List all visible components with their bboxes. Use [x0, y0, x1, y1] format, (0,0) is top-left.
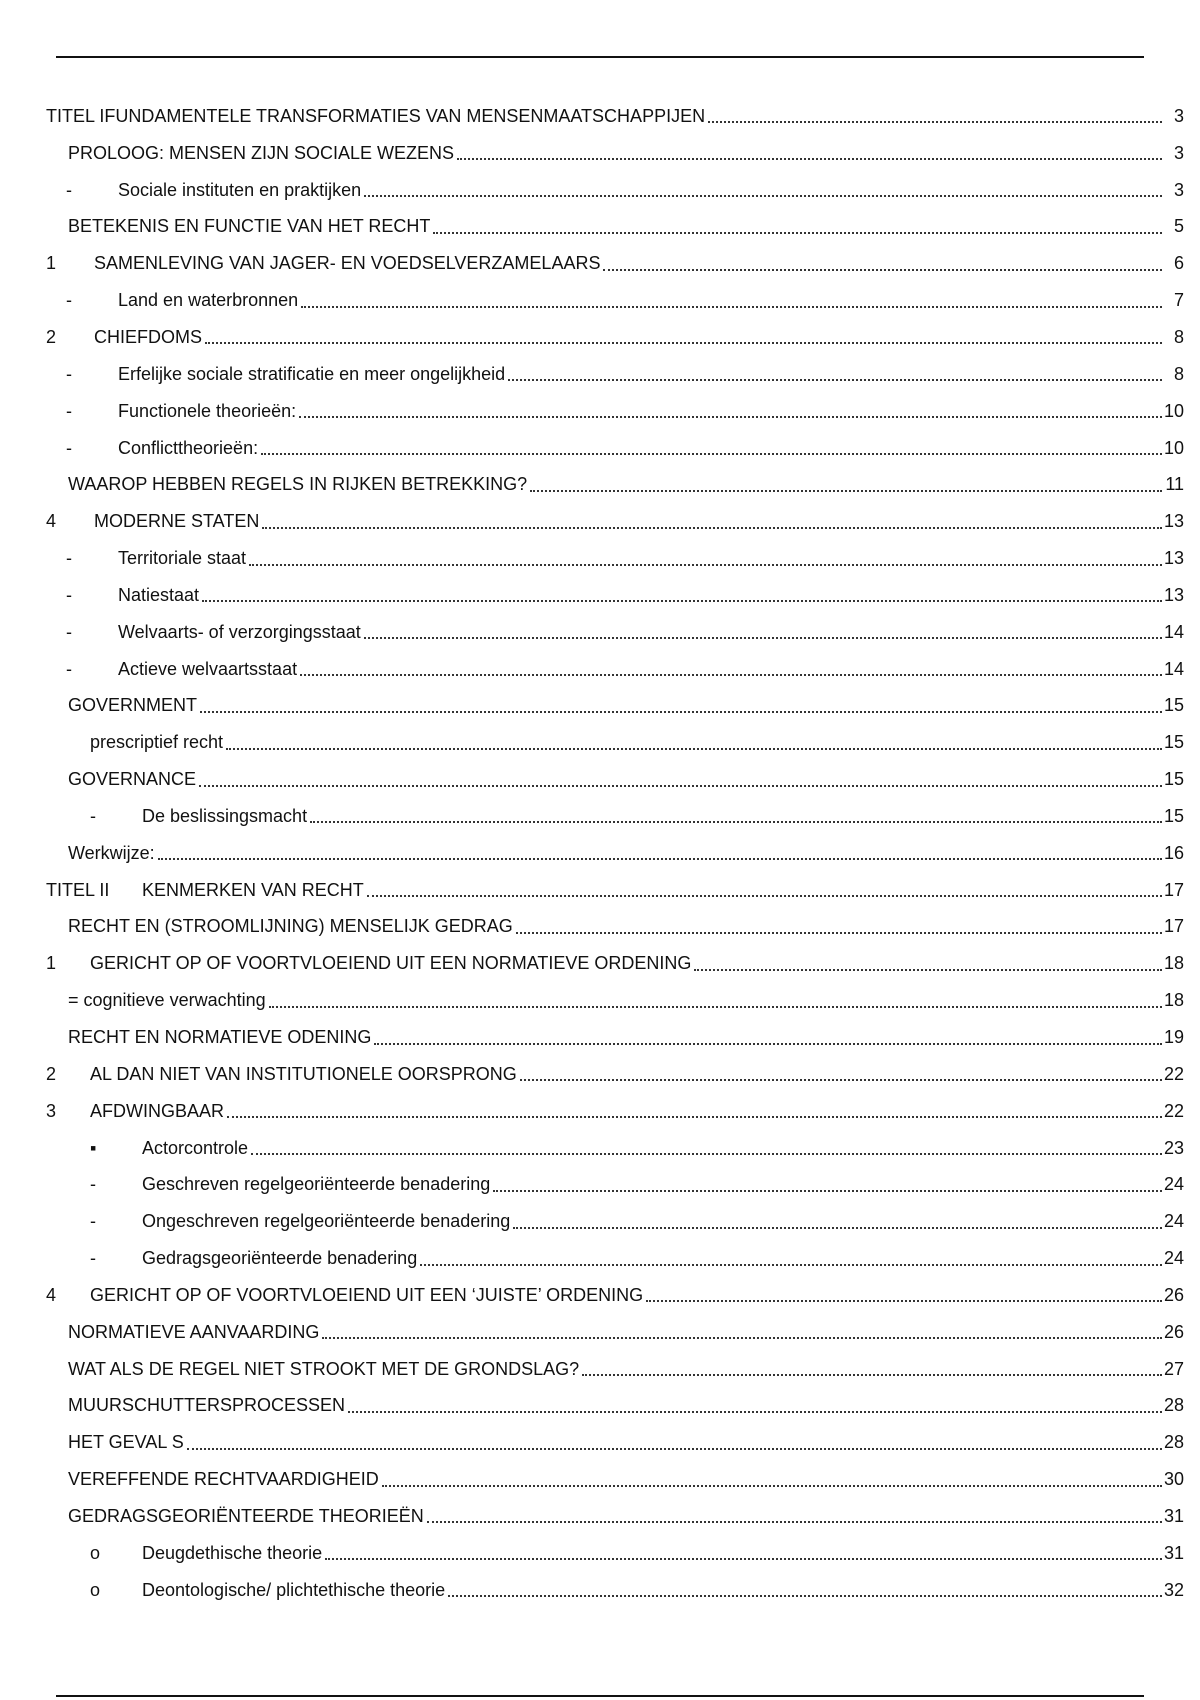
toc-entry-text: GOVERNMENT: [68, 695, 198, 716]
toc-entry-text: Gedragsgeoriënteerde benadering: [142, 1248, 418, 1269]
toc-entry[interactable]: [46, 1424, 1184, 1461]
toc-entry[interactable]: [46, 1498, 1184, 1535]
toc-entry[interactable]: [46, 282, 1184, 319]
toc-entry-text: Functionele theorieën:: [118, 400, 297, 421]
toc-entry[interactable]: [46, 1351, 1184, 1388]
toc-entry-text: Conflicttheorieën:: [118, 437, 259, 458]
toc-entry-text: TITEL IFUNDAMENTELE TRANSFORMATIES VAN MENSENMAATSCHAPPIJEN: [46, 105, 706, 126]
toc-leader: [382, 1485, 1162, 1487]
toc-page-number: 15: [1164, 732, 1185, 753]
toc-page-number: 8: [1173, 326, 1184, 347]
toc-marker: TITEL II: [46, 879, 110, 900]
toc-page-number: 5: [1173, 216, 1184, 237]
toc-entry-text: KENMERKEN VAN RECHT: [142, 879, 364, 900]
toc-leader: [457, 158, 1162, 160]
toc-page-number: 15: [1164, 769, 1185, 790]
toc-entry-text: AL DAN NIET VAN INSTITUTIONELE OORSPRONG: [90, 1063, 517, 1084]
toc-leader: [582, 1374, 1162, 1376]
toc-entry-text: MODERNE STATEN: [94, 511, 260, 532]
toc-entry[interactable]: [46, 319, 1184, 356]
toc-page-number: 24: [1164, 1248, 1185, 1269]
toc-page-number: 13: [1164, 548, 1185, 569]
toc-entry-text: De beslissingsmacht: [142, 805, 308, 826]
toc-entry-text: Erfelijke sociale stratificatie en meer ongelijkheid: [118, 363, 506, 384]
toc-page-number: 22: [1164, 1100, 1185, 1121]
toc-entry[interactable]: [46, 135, 1184, 172]
toc-entry-text: MUURSCHUTTERSPROCESSEN: [68, 1395, 346, 1416]
toc-entry-text: Werkwijze:: [68, 842, 155, 863]
toc-leader: [261, 453, 1162, 455]
toc-entry[interactable]: [46, 393, 1184, 430]
toc-entry[interactable]: [46, 503, 1184, 540]
toc-page-number: 3: [1173, 142, 1184, 163]
toc-entry[interactable]: [46, 1019, 1184, 1056]
toc-leader: [310, 821, 1162, 823]
toc-marker: -: [66, 363, 72, 384]
toc-entry[interactable]: [46, 1130, 1184, 1167]
toc-marker: o: [90, 1579, 101, 1600]
toc-entry[interactable]: [46, 1056, 1184, 1093]
toc-entry-text: = cognitieve verwachting: [68, 990, 266, 1011]
toc-leader: [249, 564, 1162, 566]
toc-page-number: 18: [1164, 990, 1185, 1011]
toc-leader: [367, 895, 1162, 897]
toc-leader: [708, 121, 1162, 123]
toc-entry[interactable]: [46, 872, 1184, 909]
toc-page-number: 10: [1164, 400, 1185, 421]
toc-page-number: 18: [1164, 953, 1185, 974]
toc-page-number: 6: [1173, 253, 1184, 274]
toc-leader: [348, 1411, 1162, 1413]
toc-page-number: 15: [1164, 695, 1185, 716]
toc-marker: -: [66, 621, 72, 642]
toc-leader: [448, 1595, 1162, 1597]
toc-marker: -: [90, 1174, 96, 1195]
toc-page-number: 28: [1164, 1432, 1185, 1453]
toc-marker: -: [90, 1211, 96, 1232]
toc-entry-text: GERICHT OP OF VOORTVLOEIEND UIT EEN ‘JUISTE’ ORDENING: [90, 1284, 644, 1305]
toc-page-number: 15: [1164, 805, 1185, 826]
toc-entry[interactable]: [46, 466, 1184, 503]
toc-leader: [646, 1300, 1162, 1302]
toc-marker: ▪: [90, 1137, 97, 1158]
toc-leader: [202, 600, 1162, 602]
toc-marker: -: [66, 584, 72, 605]
toc-page-number: 13: [1164, 584, 1185, 605]
toc-page-number: 30: [1164, 1469, 1185, 1490]
toc-entry-text: AFDWINGBAAR: [90, 1100, 225, 1121]
toc-entry-text: BETEKENIS EN FUNCTIE VAN HET RECHT: [68, 216, 431, 237]
toc-entry-text: HET GEVAL S: [68, 1432, 184, 1453]
toc-marker: 4: [46, 511, 57, 532]
toc-entry[interactable]: [46, 614, 1184, 651]
toc-leader: [493, 1190, 1162, 1192]
toc-entry-text: GEDRAGSGEORIËNTEERDE THEORIEËN: [68, 1505, 424, 1526]
header-rule: [56, 56, 1144, 58]
toc-leader: [262, 527, 1162, 529]
toc-leader: [508, 379, 1162, 381]
toc-entry[interactable]: [46, 1203, 1184, 1240]
toc-marker: -: [90, 1248, 96, 1269]
toc-marker: -: [66, 437, 72, 458]
toc-page-number: 26: [1164, 1321, 1185, 1342]
toc-entry-text: GOVERNANCE: [68, 769, 197, 790]
toc-leader: [200, 711, 1162, 713]
table-of-contents: [46, 98, 1184, 1609]
toc-entry[interactable]: [46, 1461, 1184, 1498]
toc-leader: [158, 858, 1162, 860]
toc-page-number: 19: [1164, 1027, 1185, 1048]
toc-page-number: 31: [1164, 1505, 1185, 1526]
toc-marker: -: [66, 658, 72, 679]
toc-entry[interactable]: [46, 209, 1184, 246]
toc-leader: [269, 1006, 1162, 1008]
toc-entry[interactable]: [46, 798, 1184, 835]
toc-entry-text: Natiestaat: [118, 584, 200, 605]
toc-entry[interactable]: [46, 1388, 1184, 1425]
toc-entry-text: prescriptief recht: [90, 732, 224, 753]
toc-leader: [694, 969, 1162, 971]
toc-marker: -: [66, 400, 72, 421]
toc-entry[interactable]: [46, 945, 1184, 982]
toc-marker: -: [66, 290, 72, 311]
toc-page-number: 14: [1164, 658, 1185, 679]
toc-page-number: 23: [1164, 1137, 1185, 1158]
toc-marker: 1: [46, 253, 57, 274]
toc-entry-text: Actieve welvaartsstaat: [118, 658, 298, 679]
toc-entry[interactable]: [46, 1093, 1184, 1130]
toc-entry-text: GERICHT OP OF VOORTVLOEIEND UIT EEN NORMATIEVE ORDENING: [90, 953, 692, 974]
toc-page-number: 13: [1164, 511, 1185, 532]
toc-leader: [513, 1227, 1162, 1229]
toc-page-number: 17: [1164, 916, 1185, 937]
toc-leader: [199, 785, 1162, 787]
toc-entry-text: SAMENLEVING VAN JAGER- EN VOEDSELVERZAMELAARS: [94, 253, 601, 274]
toc-entry[interactable]: [46, 245, 1184, 282]
toc-entry[interactable]: [46, 1277, 1184, 1314]
toc-page-number: 24: [1164, 1211, 1185, 1232]
toc-entry[interactable]: [46, 909, 1184, 946]
toc-entry-text: Deontologische/ plichtethische theorie: [142, 1579, 446, 1600]
toc-page-number: 3: [1173, 179, 1184, 200]
toc-marker: o: [90, 1542, 101, 1563]
toc-leader: [325, 1558, 1162, 1560]
toc-entry[interactable]: [46, 1240, 1184, 1277]
toc-leader: [603, 269, 1162, 271]
toc-leader: [205, 342, 1162, 344]
toc-page-number: 10: [1164, 437, 1185, 458]
toc-entry[interactable]: [46, 982, 1184, 1019]
toc-entry-text: VEREFFENDE RECHTVAARDIGHEID: [68, 1469, 379, 1490]
toc-page-number: 8: [1173, 363, 1184, 384]
toc-entry-text: CHIEFDOMS: [94, 326, 202, 347]
toc-leader: [226, 748, 1162, 750]
toc-leader: [227, 1116, 1162, 1118]
toc-page-number: 11: [1165, 474, 1184, 495]
toc-leader: [420, 1264, 1162, 1266]
toc-entry[interactable]: [46, 1166, 1184, 1203]
toc-marker: 2: [46, 326, 57, 347]
toc-entry-text: Actorcontrole: [142, 1137, 249, 1158]
toc-entry-text: Land en waterbronnen: [118, 290, 299, 311]
toc-entry-text: Welvaarts- of verzorgingsstaat: [118, 621, 361, 642]
toc-marker: -: [66, 179, 72, 200]
toc-page-number: 24: [1164, 1174, 1185, 1195]
toc-entry[interactable]: [46, 651, 1184, 688]
toc-page-number: 7: [1173, 290, 1184, 311]
toc-entry-text: Sociale instituten en praktijken: [118, 179, 362, 200]
toc-entry-text: NORMATIEVE AANVAARDING: [68, 1321, 320, 1342]
toc-entry[interactable]: [46, 1314, 1184, 1351]
toc-page-number: 31: [1164, 1542, 1185, 1563]
toc-leader: [427, 1521, 1162, 1523]
toc-marker: -: [66, 548, 72, 569]
footer-rule: [56, 1695, 1144, 1697]
toc-entry[interactable]: [46, 761, 1184, 798]
toc-entry[interactable]: [46, 724, 1184, 761]
toc-leader: [187, 1448, 1162, 1450]
toc-leader: [364, 637, 1162, 639]
toc-page-number: 16: [1164, 842, 1185, 863]
toc-entry-text: Ongeschreven regelgeoriënteerde benadering: [142, 1211, 511, 1232]
toc-leader: [520, 1079, 1162, 1081]
toc-entry[interactable]: [46, 98, 1184, 135]
toc-entry[interactable]: [46, 577, 1184, 614]
toc-marker: 3: [46, 1100, 57, 1121]
toc-entry-text: Territoriale staat: [118, 548, 247, 569]
toc-entry[interactable]: [46, 430, 1184, 467]
toc-page-number: 28: [1164, 1395, 1185, 1416]
toc-leader: [364, 195, 1162, 197]
toc-entry[interactable]: [46, 688, 1184, 725]
toc-page-number: 14: [1164, 621, 1185, 642]
toc-marker: 2: [46, 1063, 57, 1084]
toc-entry-text: PROLOOG: MENSEN ZIJN SOCIALE WEZENS: [68, 142, 455, 163]
toc-page-number: 17: [1164, 879, 1185, 900]
toc-leader: [516, 932, 1162, 934]
toc-entry-text: RECHT EN NORMATIEVE ODENING: [68, 1027, 372, 1048]
toc-leader: [374, 1043, 1162, 1045]
toc-leader: [322, 1337, 1162, 1339]
toc-entry[interactable]: [46, 835, 1184, 872]
toc-marker: -: [90, 805, 96, 826]
toc-leader: [301, 306, 1162, 308]
toc-leader: [530, 490, 1162, 492]
toc-entry[interactable]: [46, 1572, 1184, 1609]
toc-page-number: 27: [1164, 1358, 1185, 1379]
toc-entry[interactable]: [46, 540, 1184, 577]
toc-entry[interactable]: [46, 1535, 1184, 1572]
toc-leader: [300, 674, 1162, 676]
toc-entry-text: WAAROP HEBBEN REGELS IN RIJKEN BETREKKING?: [68, 474, 528, 495]
toc-entry-text: Geschreven regelgeoriënteerde benadering: [142, 1174, 491, 1195]
toc-entry-text: RECHT EN (STROOMLIJNING) MENSELIJK GEDRAG: [68, 916, 513, 937]
toc-page-number: 26: [1164, 1284, 1185, 1305]
toc-leader: [251, 1153, 1162, 1155]
toc-entry-text: WAT ALS DE REGEL NIET STROOKT MET DE GRONDSLAG?: [68, 1358, 580, 1379]
toc-leader: [433, 232, 1162, 234]
toc-entry[interactable]: [46, 172, 1184, 209]
toc-entry[interactable]: [46, 356, 1184, 393]
toc-marker: 4: [46, 1284, 57, 1305]
toc-page-number: 22: [1164, 1063, 1185, 1084]
toc-page-number: 3: [1173, 105, 1184, 126]
toc-page-number: 32: [1164, 1579, 1185, 1600]
toc-entry-text: Deugdethische theorie: [142, 1542, 323, 1563]
toc-leader: [299, 416, 1162, 418]
toc-marker: 1: [46, 953, 57, 974]
